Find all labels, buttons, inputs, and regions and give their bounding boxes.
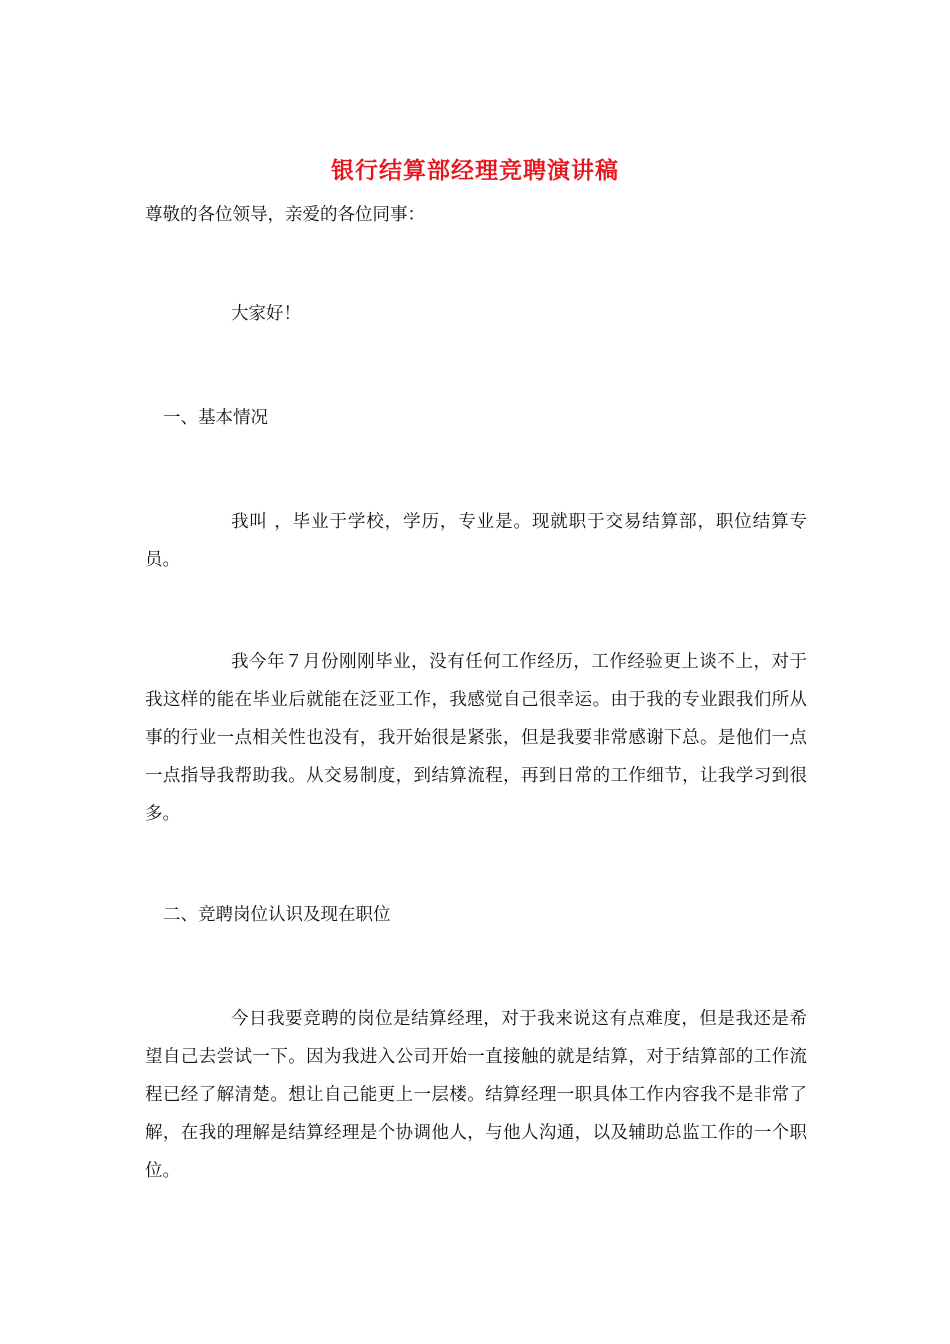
section-heading-position: 二、竞聘岗位认识及现在职位: [163, 905, 391, 925]
paragraph-position-understanding: 今日我要竞聘的岗位是结算经理，对于我来说这有点难度，但是我还是希望自己去尝试一下。因为我进入公司开始一直接触的就是结算，对于结算部的工作流程已经了解清楚。想让自己能更上一层楼。结算经理一职具体工作内容我不是非常了解，在我的理解是结算经理是个协调他人，与他人沟通，以及辅助总监工作的一个职位。: [145, 1009, 807, 1181]
paragraph-experience: 我今年７月份刚刚毕业，没有任何工作经历，工作经验更上谈不上，对于我这样的能在毕业后就能在泛亚工作，我感觉自己很幸运。由于我的专业跟我们所从事的行业一点相关性也没有，我开始很是紧张，但是我要非常感谢下总。是他们一点一点指导我帮助我。从交易制度，到结算流程，再到日常的工作细节，让我学习到很多。: [145, 652, 807, 824]
greeting: 大家好！: [231, 304, 301, 324]
salutation: 尊敬的各位领导，亲爱的各位同事：: [145, 205, 425, 225]
document-title: 银行结算部经理竞聘演讲稿: [331, 157, 619, 184]
section-heading-basic-info: 一、基本情况: [163, 408, 268, 428]
paragraph-introduction: 我叫 ，毕业于学校，学历，专业是。现就职于交易结算部，职位结算专员。: [145, 512, 807, 570]
